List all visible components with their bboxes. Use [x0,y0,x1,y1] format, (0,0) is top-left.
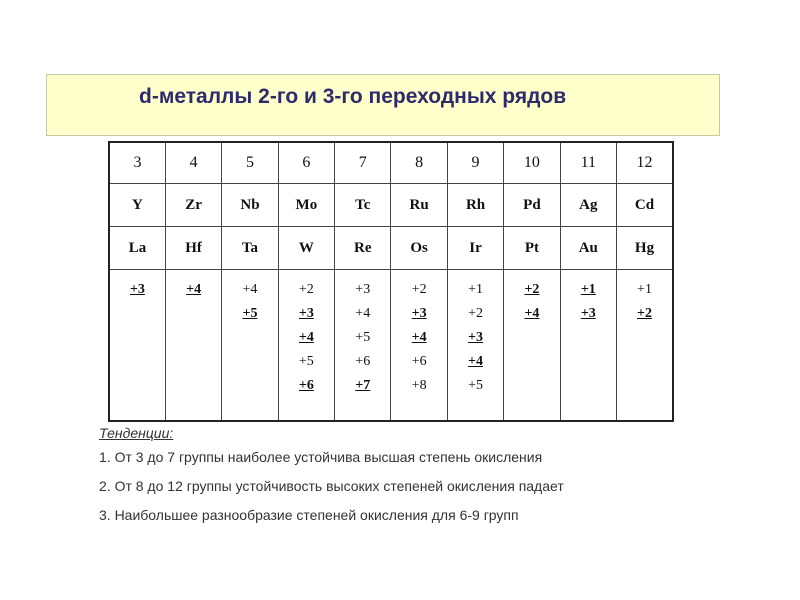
oxidation-state: +3 [355,282,371,297]
element-symbol-cell: Cd [617,184,673,227]
tendency-item: 3. Наибольшее разнообразие степеней окисления для 6-9 групп [99,507,519,523]
element-symbol-cell: Os [391,227,447,270]
group-number-cell: 5 [222,142,278,184]
element-symbol-cell: Tc [335,184,391,227]
group-number-cell: 11 [560,142,616,184]
oxidation-states-cell [165,270,221,422]
group-number-cell: 6 [278,142,334,184]
period-5-row [109,184,673,227]
oxidation-state: +5 [468,378,483,393]
tendency-item: 1. От 3 до 7 группы наиболее устойчива высшая степень окисления [99,449,543,465]
oxidation-state: +8 [411,378,427,393]
element-symbol-cell: Y [109,184,165,227]
oxidation-state: +1 [468,282,483,297]
stable-oxidation-state: +1 [580,282,596,297]
oxidation-states-cell [222,270,278,422]
tendencies-section [99,425,564,536]
stable-oxidation-state: +4 [468,354,484,369]
element-symbol-cell: Ru [391,184,447,227]
stable-oxidation-state: +7 [355,378,371,393]
oxidation-state: +4 [355,306,371,321]
group-number-cell: 7 [335,142,391,184]
element-symbol-cell: Ta [222,227,278,270]
stable-oxidation-state: +2 [524,282,540,297]
stable-oxidation-state: +3 [298,306,314,321]
stable-oxidation-state: +3 [411,306,427,321]
tendency-item: 2. От 8 до 12 группы устойчивость высоких степеней окисления падает [99,478,564,494]
oxidation-states-cell [391,270,447,422]
oxidation-states-cell [504,270,560,422]
element-symbol-cell: Au [560,227,616,270]
oxidation-state: +2 [298,282,314,297]
oxidation-state: +4 [242,282,258,297]
element-symbol-cell: Hf [165,227,221,270]
group-numbers-row [109,142,673,184]
element-symbol-cell: Rh [447,184,503,227]
transition-metals-table [108,141,674,422]
stable-oxidation-state: +3 [580,306,596,321]
element-symbol-cell: Pd [504,184,560,227]
oxidation-states-cell [447,270,503,422]
oxidation-state: +2 [411,282,427,297]
element-symbol-cell: Nb [222,184,278,227]
oxidation-state: +5 [298,354,314,369]
element-symbol-cell: La [109,227,165,270]
slide-title: d-металлы 2-го и 3-го переходных рядов [139,85,567,108]
stable-oxidation-state: +3 [468,330,484,345]
tendencies-title: Тенденции: [99,425,174,441]
element-symbol-cell: W [278,227,334,270]
group-number-cell: 4 [165,142,221,184]
title-banner [46,74,720,136]
stable-oxidation-state: +4 [298,330,314,345]
element-symbol-cell: Ag [560,184,616,227]
oxidation-states-cell [335,270,391,422]
stable-oxidation-state: +3 [129,282,145,297]
stable-oxidation-state: +2 [637,306,652,321]
oxidation-states-row [109,270,673,422]
oxidation-states-cell [617,270,673,422]
stable-oxidation-state: +4 [411,330,427,345]
element-symbol-cell: Zr [165,184,221,227]
group-number-cell: 10 [504,142,560,184]
oxidation-state: +6 [355,354,371,369]
stable-oxidation-state: +6 [298,378,314,393]
oxidation-state: +6 [411,354,427,369]
stable-oxidation-state: +4 [524,306,540,321]
oxidation-state: +1 [637,282,652,297]
stable-oxidation-state: +5 [242,306,258,321]
group-number-cell: 9 [447,142,503,184]
element-symbol-cell: Re [335,227,391,270]
element-symbol-cell: Mo [278,184,334,227]
group-number-cell: 12 [617,142,673,184]
group-number-cell: 8 [391,142,447,184]
element-symbol-cell: Ir [447,227,503,270]
group-number-cell: 3 [109,142,165,184]
oxidation-states-cell [278,270,334,422]
element-symbol-cell: Pt [504,227,560,270]
oxidation-state: +2 [468,306,483,321]
oxidation-states-cell [560,270,616,422]
oxidation-states-cell [109,270,165,422]
element-symbol-cell: Hg [617,227,673,270]
oxidation-state: +5 [355,330,371,345]
period-6-row [109,227,673,270]
stable-oxidation-state: +4 [186,282,202,297]
